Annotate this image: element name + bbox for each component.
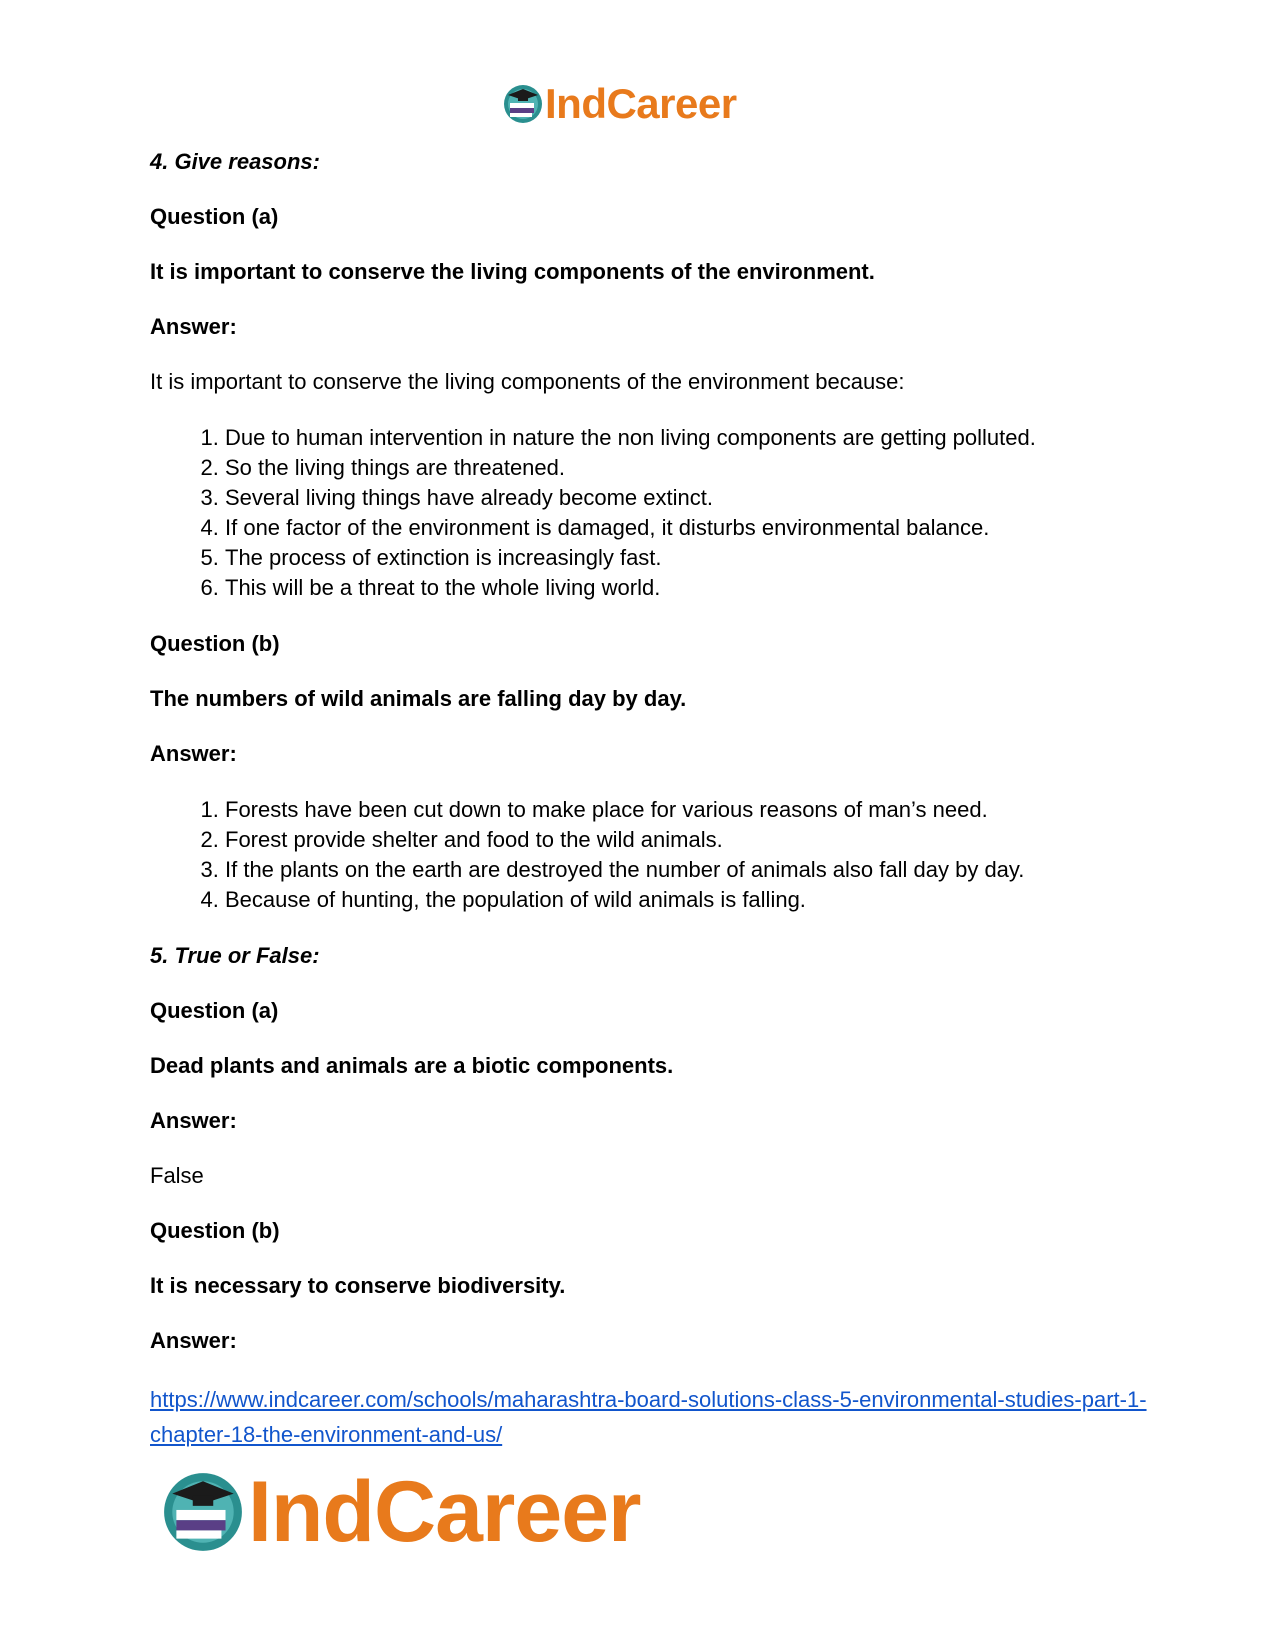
question-label: Question (a) — [150, 998, 279, 1023]
answer-intro: It is important to conserve the living components of the environment because: — [150, 369, 905, 394]
list-item: 2. So the living things are threatened. — [225, 453, 1150, 483]
answer-label: Answer: — [150, 314, 237, 339]
list-item: 6. This will be a threat to the whole living world. — [225, 573, 1150, 603]
list-item: 4. Because of hunting, the population of wild animals is falling. — [225, 885, 1150, 915]
list-item: 4. If one factor of the environment is damaged, it disturbs environmental balance. — [225, 513, 1150, 543]
question-text: Dead plants and animals are a biotic components. — [150, 1053, 674, 1078]
header-logo — [502, 80, 772, 128]
answer-text: False — [150, 1163, 204, 1188]
source-link[interactable]: https://www.indcareer.com/schools/maharashtra-board-solutions-class-5-environmental-studies-part-1-chapter-18-the-environment-and-us/ — [150, 1387, 1147, 1447]
answer-label: Answer: — [150, 1328, 237, 1353]
answer-list — [150, 423, 1150, 603]
question-label: Question (b) — [150, 631, 280, 656]
section-heading: 5. True or False: — [150, 943, 320, 968]
answer-list — [150, 795, 1150, 915]
question-text: The numbers of wild animals are falling day by day. — [150, 686, 687, 711]
graduation-book-globe-icon — [160, 1469, 246, 1555]
list-item: 2. Forest provide shelter and food to the wild animals. — [225, 825, 1150, 855]
document-body — [150, 148, 1150, 1452]
question-text: It is necessary to conserve biodiversity. — [150, 1273, 566, 1298]
brand-name: IndCareer — [248, 1463, 641, 1560]
question-label: Question (b) — [150, 1218, 280, 1243]
footer-logo — [160, 1463, 720, 1561]
answer-label: Answer: — [150, 1108, 237, 1133]
question-label: Question (a) — [150, 204, 279, 229]
list-item: 3. If the plants on the earth are destroyed the number of animals also fall day by day. — [225, 855, 1150, 885]
list-item: 1. Forests have been cut down to make place for various reasons of man’s need. — [225, 795, 1150, 825]
list-item: 3. Several living things have already become extinct. — [225, 483, 1150, 513]
brand-name: IndCareer — [545, 80, 737, 127]
list-item: 1. Due to human intervention in nature the non living components are getting polluted. — [225, 423, 1150, 453]
answer-label: Answer: — [150, 741, 237, 766]
list-item: 5. The process of extinction is increasingly fast. — [225, 543, 1150, 573]
section-heading: 4. Give reasons: — [150, 149, 320, 174]
question-text: It is important to conserve the living components of the environment. — [150, 259, 875, 284]
graduation-book-globe-icon — [502, 83, 544, 125]
